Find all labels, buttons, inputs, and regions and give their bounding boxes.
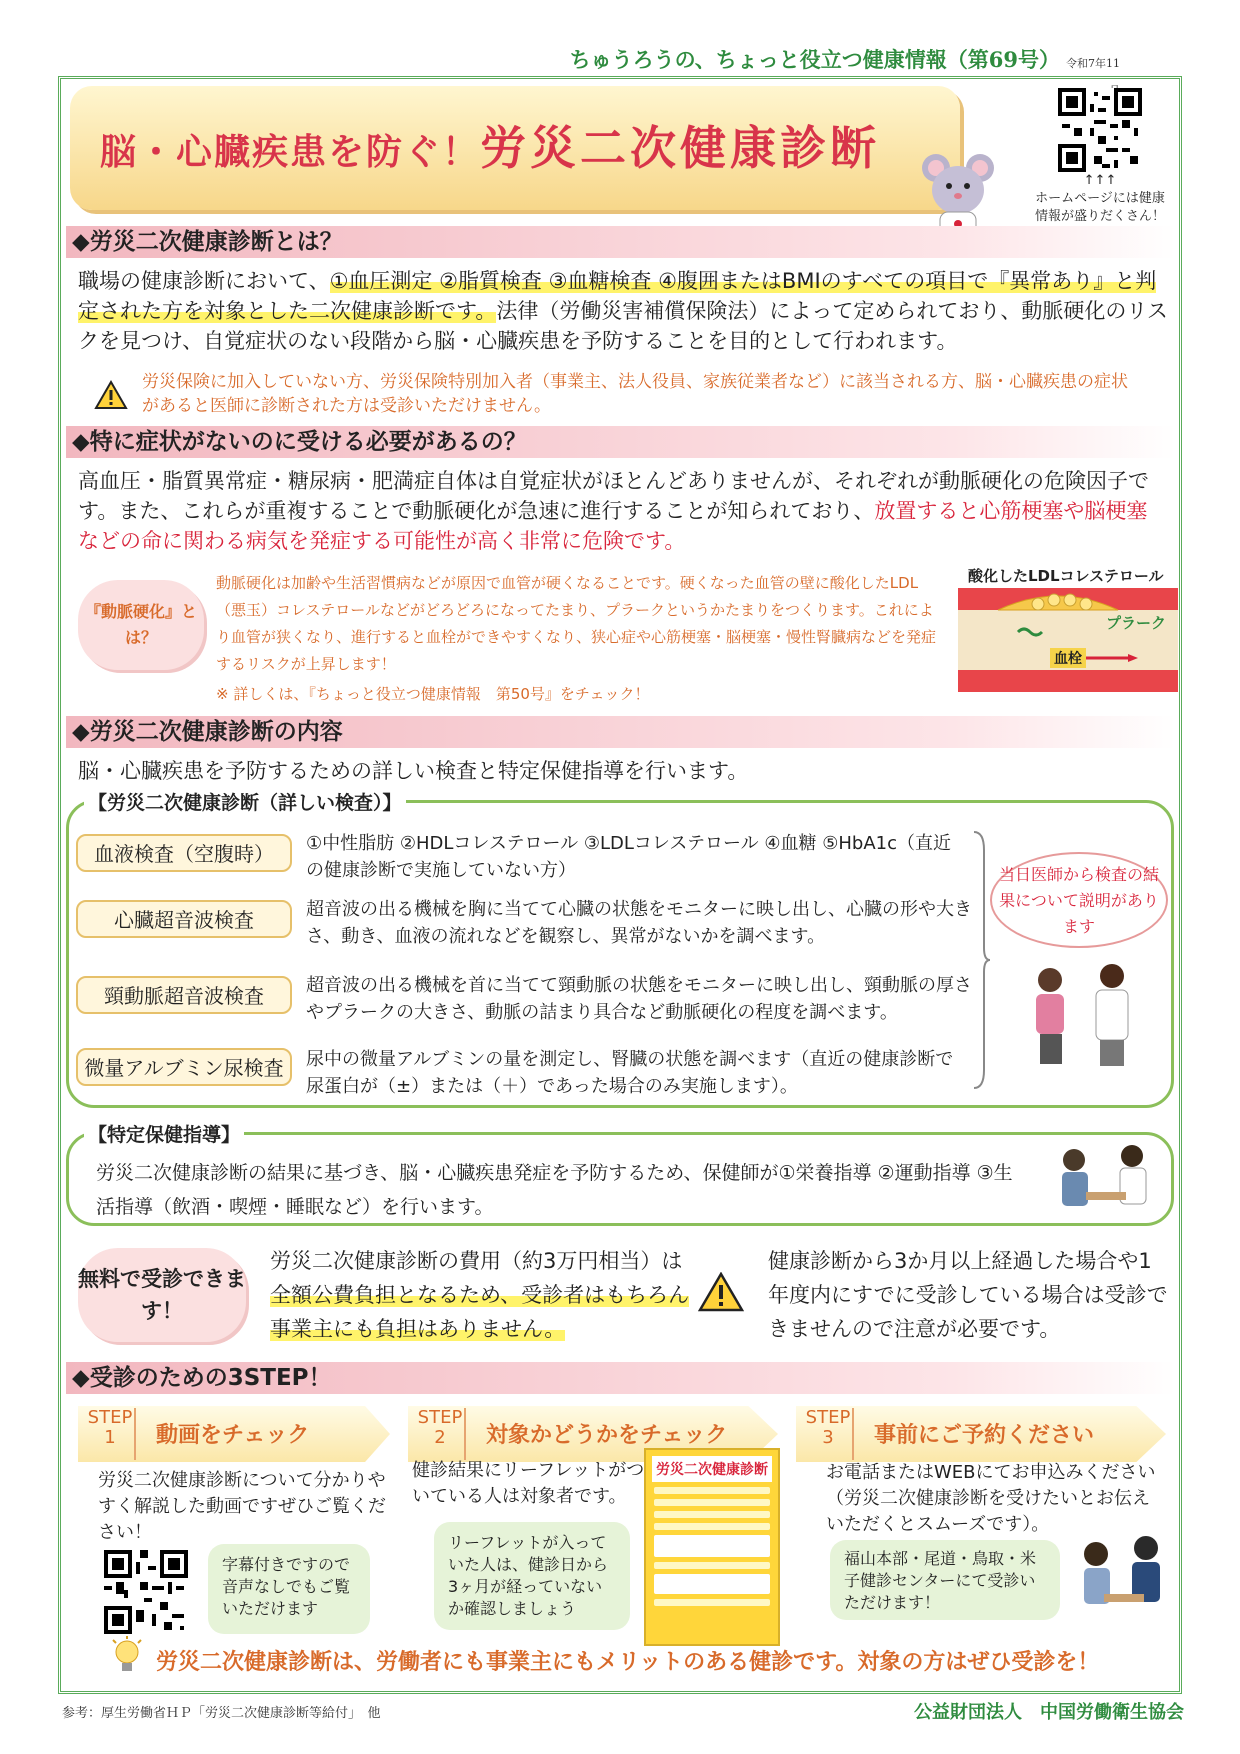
section1-text-a: 職場の健康診断において、 [78,269,330,293]
footer-slogan: 労災二次健康診断は、労働者にも事業主にもメリットのある健診です。対象の方はぜひ受診を！ [156,1650,1100,1675]
doctor-patient-icon [1020,958,1150,1070]
leaflet-line [654,1523,770,1530]
step3-number: 3 [822,1427,834,1448]
section1-paragraph [78,266,1168,356]
reference-note: ※ 詳しくは、『ちょっと役立つ健康情報 第50号』をチェック！ [216,685,650,703]
exam-desc-heart: 超音波の出る機械を胸に当てて心臓の状態をモニターに映し出し、心臓の形や大きさ、動き、血液の流れなどを観察し、異常がないかを調べます。 [306,899,972,947]
step2-text: 健診結果にリーフレットがついている人は対象者です。 [412,1460,645,1507]
exam-desc-carotid: 超音波の出る機械を首に当てて頸動脈の状態をモニターに映し出し、頸動脈の厚さやプラークの大きさ、動脈の詰まり具合など動脈硬化の程度を調べます。 [306,975,972,1023]
exam-desc-blood: ①中性脂肪 ②HDLコレステロール ③LDLコレステロール ④血糖 ⑤HbA1c（直近の健康診断で実施していない方） [306,833,952,881]
leaflet-line [654,1535,770,1557]
organization-name: 公益財団法人 中国労働衛生協会 [914,1702,1184,1723]
section2-danger-text: 放置すると心筋梗塞や脳梗塞などの命に関わる病気を発症する可能性が高く非常に危険です。 [78,499,1148,553]
reference-source: 参考：厚生労働省ＨＰ「労災二次健康診断等給付」 他 [62,1706,381,1721]
section-heading-steps: ◆受診のための3STEP！ [66,1362,1176,1394]
section3-intro: 脳・心臓疾患を予防するための詳しい検査と特定保健指導を行います。 [78,759,749,783]
homepage-note [1030,172,1170,226]
exam-box-title: 【労災二次健康診断（詳しい検査）】 [84,788,406,815]
issue-date: 令和7年11 [1066,57,1120,70]
step1-word: STEP [87,1407,133,1428]
leaflet-title: 労災二次健康診断 [652,1456,772,1482]
step1-bubble: 字幕付きですので音声なしでもご覧いただけます [208,1544,370,1634]
eligibility-warning: 労災保険に加入していない方、労災保険特別加入者（事業主、法人役員、家族従業者など）に該当される方、脳・心臓疾患の症状があると医師に診断された方は受診いただけません。 [142,372,1128,416]
page-title [100,112,960,178]
step2-number: 2 [434,1427,446,1448]
step2-bubble: リーフレットが入っていた人は、健診日から3ヶ月が経っていないか確認しましょう [434,1522,630,1630]
brace-icon [972,830,992,1090]
exam-label-blood: 血液検査（空腹時） [76,834,292,872]
leaflet-line [654,1499,770,1506]
exam-label-heart: 心臓超音波検査 [76,900,292,938]
homepage-note-text: ホームページには健康情報が盛りだくさん！ [1034,191,1165,224]
title-main: 労災二次健康診断 [480,121,881,175]
step2-word: STEP [417,1407,463,1428]
cost-highlight: 全額公費負担となるため、受診者はもちろん事業主にも負担はありません。 [270,1283,690,1341]
step3-title: 事前にご予約ください [874,1423,1095,1448]
section-heading-what-is: ◆労災二次健康診断とは？ [66,226,1176,258]
leaflet-line [654,1511,770,1518]
cost-caution: 健康診断から3か月以上経過した場合や1年度内にすでに受診している場合は受診できませんので注意が必要です。 [768,1249,1168,1341]
section-heading-why: ◆特に症状がないのに受ける必要があるの？ [66,426,1176,458]
leaflet-line [654,1599,770,1606]
cost-text-a: 労災二次健康診断の費用（約3万円相当）は [270,1249,683,1273]
reservation-icon [1074,1530,1170,1616]
title-lead: 脳・心臓疾患を防ぐ！ [100,132,481,173]
step2-badge [416,1408,466,1460]
arteriosclerosis-bubble: 『動脈硬化』とは？ [78,580,204,670]
up-arrows: ↑↑↑ [1083,173,1117,188]
doctor-explanation-callout: 当日医師から検査の結果について説明があります [990,852,1168,948]
step3-word: STEP [805,1407,851,1428]
step1-text: 労災二次健康診断について分かりやすく解説した動画ですぜひご覧ください！ [98,1470,386,1543]
video-qr-code[interactable] [104,1550,188,1634]
exam-desc-albumin: 尿中の微量アルブミンの量を測定し、腎臓の状態を調べます（直近の健康診断で尿蛋白が（±）または（＋）であった場合のみ実施します）。 [306,1049,954,1097]
step1-number: 1 [104,1427,116,1448]
exam-label-carotid: 頸動脈超音波検査 [76,976,292,1014]
section-heading-contents: ◆労災二次健康診断の内容 [66,716,1176,748]
leaflet-line [654,1574,770,1594]
step1-badge [86,1408,136,1460]
step2-title: 対象かどうかをチェック [486,1423,728,1448]
lightbulb-icon [110,1636,144,1676]
caution-icon [698,1272,744,1312]
warning-icon [94,380,128,410]
diagram-title: 酸化したLDLコレステロール [968,567,1164,585]
plaque-label: プラーク [1106,614,1167,632]
section1-highlight: ①血圧測定 ②脂質検査 ③血糖検査 ④腹囲またはBMIのすべての項目で『異常あり』と判定された方を対象とした二次健康診断です。 [78,269,1157,323]
step3-badge [804,1408,854,1460]
clot-label: 血栓 [1050,648,1086,668]
counseling-icon [1050,1140,1160,1218]
section2-text: 高血圧・脂質異常症・糖尿病・肥満症自体は自覚症状がほとんどありませんが、それぞれが動脈硬化の危険因子です。また、これらが重複することで動脈硬化が急速に進行することが知られており、 [78,469,1149,523]
step3-bubble: 福山本部・尾道・鳥取・米子健診センターにて受診いただけます！ [830,1540,1060,1620]
cost-text [270,1244,690,1346]
step3-text: お電話またはWEBにてお申込みください（労災二次健康診断を受けたいとお伝えいただくとスムーズです）。 [826,1462,1156,1535]
section1-text-b: 法律（労働災害補償保険法）によって定められており、動脈硬化のリスクを見つけ、自覚症状のない段階から脳・心臓疾患を予防することを目的として行われます。 [78,299,1168,353]
artery-plaque-diagram [958,588,1178,692]
leaflet-line [654,1562,770,1569]
series-title: ちゅうろうの、ちょっと役立つ健康情報（第69号） 令和7年11 [560,44,1120,99]
arteriosclerosis-explanation: 動脈硬化は加齢や生活習慣病などが原因で血管が硬くなることです。硬くなった血管の壁に酸化したLDL（悪玉）コレステロールなどがどろどろになってたまり、プラークというかたまりをつくります。これにより血管が狭くなり、進行すると血栓ができやすくなり、狭心症や心筋梗塞・脳梗塞・慢性腎臓病などを発症するリスクが上昇します！ [216,574,937,673]
guidance-title: 【特定保健指導】 [84,1120,244,1147]
leaflet-thumbnail [644,1448,780,1646]
leaflet-line [654,1487,770,1494]
free-of-charge-bubble: 無料で受診できます！ [78,1248,246,1342]
step1-title: 動画をチェック [156,1423,310,1448]
guidance-text: 労災二次健康診断の結果に基づき、脳・心臓疾患発症を予防するため、保健師が①栄養指導 ②運動指導 ③生活指導（飲酒・喫煙・睡眠など）を行います。 [96,1162,1013,1218]
homepage-qr-code[interactable] [1058,88,1142,172]
section2-paragraph [78,466,1168,556]
exam-label-albumin: 微量アルブミン尿検査 [76,1048,292,1086]
